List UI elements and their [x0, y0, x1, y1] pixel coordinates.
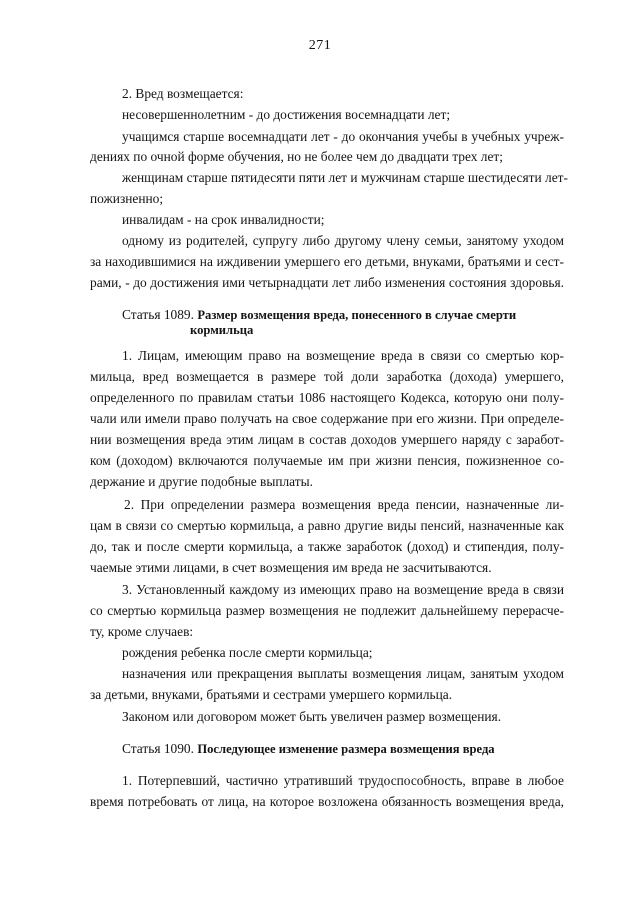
article-1090-heading: [122, 741, 495, 757]
list-item-parent-line-1: одному из родителей, супругу либо другому члену семьи, занятому уходом: [122, 233, 564, 248]
list-item-disabled: инвалидам - на срок инвалидности;: [122, 212, 325, 227]
article-1089-p1-line-5: нии возмещения вреда этим лицам в состав доходов умершего наряду с заработ-: [90, 432, 564, 447]
article-1089-p2-line-3: до, так и после смерти кормильца, а также заработок (доход) и стипендия, полу-: [90, 539, 564, 554]
page-number: 271: [308, 38, 332, 53]
list-item-parent-line-2: за находившимися на иждивении умершего его детьми, внуками, братьями и сест-: [90, 254, 564, 269]
list-item-elderly-line-2: пожизненно;: [90, 191, 164, 206]
list-item-elderly-line-1: женщинам старше пятидесяти пяти лет и мужчинам старше шестидесяти лет-: [122, 170, 568, 185]
article-1089-p3-care-line-2: за детьми, внуками, братьями и сестрами умершего кормильца.: [90, 687, 453, 702]
article-1089-p3-line-2: со смертью кормильца размер возмещения не подлежит дальнейшему перерасче-: [90, 603, 564, 618]
article-1089-p2-line-1: 2. При определении размера возмещения вреда пенсии, назначенные ли-: [124, 497, 564, 512]
article-1089-p3-line-3: ту, кроме случаев:: [90, 624, 194, 639]
article-1089-title-line-2: кормильца: [190, 323, 254, 337]
article-1089-p1-line-4: чали или имели право получать на свое содержание при его жизни. При определе-: [90, 411, 564, 426]
list-intro: 2. Вред возмещается:: [122, 86, 244, 101]
list-item-students-line-2: дениях по очной форме обучения, но не более чем до двадцати трех лет;: [90, 149, 503, 164]
article-1090-number: Статья 1090.: [122, 741, 194, 756]
article-1089-p3-line-1: 3. Установленный каждому из имеющих право на возмещение вреда в связи: [122, 582, 564, 597]
article-1089-p1-line-1: 1. Лицам, имеющим право на возмещение вреда в связи со смертью кор-: [122, 348, 564, 363]
list-item-parent-line-3: рами, - до достижения ими четырнадцати лет либо изменения состояния здоровья.: [90, 275, 564, 290]
article-1089-p2-line-4: чаемые этими лицами, в счет возмещения им вреда не засчитываются.: [90, 560, 492, 575]
article-1090-p1-line-1: 1. Потерпевший, частично утративший трудоспособность, вправе в любое: [122, 773, 564, 788]
article-1089-heading-cont: [190, 322, 253, 338]
article-1089-p2-line-2: цам в связи со смертью кормильца, а равно другие виды пенсий, назначенные как: [90, 518, 564, 533]
article-1089-p3-care-line-1: назначения или прекращения выплаты возмещения лицам, занятым уходом: [122, 666, 564, 681]
article-1089-number: Статья 1089.: [122, 307, 194, 322]
article-1089-p3-birth: рождения ребенка после смерти кормильца;: [122, 645, 373, 660]
article-1089-p1-line-6: ком (доходом) включаются получаемые им при жизни пенсия, пожизненное со-: [90, 453, 564, 468]
article-1090-p1-line-2: время потребовать от лица, на которое возложена обязанность возмещения вреда,: [90, 794, 564, 809]
article-1090-title: Последующее изменение размера возмещения вреда: [197, 742, 495, 756]
article-1089-p1-line-3: определенного по правилам статьи 1086 настоящего Кодекса, которую они полу-: [90, 390, 564, 405]
article-1089-p1-line-2: мильца, вред возмещается в размере той доли заработка (дохода) умершего,: [90, 369, 564, 384]
list-item-students-line-1: учащимся старше восемнадцати лет - до окончания учебы в учебных учреж-: [122, 129, 564, 144]
article-1089-p1-line-7: держание и другие подобные выплаты.: [90, 474, 313, 489]
article-1089-heading: [122, 307, 516, 323]
article-1089-p3-law: Законом или договором может быть увеличен размер возмещения.: [122, 709, 502, 724]
article-1089-title-line-1: Размер возмещения вреда, понесенного в случае смерти: [197, 308, 517, 322]
list-item-minors: несовершеннолетним - до достижения восемнадцати лет;: [122, 107, 451, 122]
